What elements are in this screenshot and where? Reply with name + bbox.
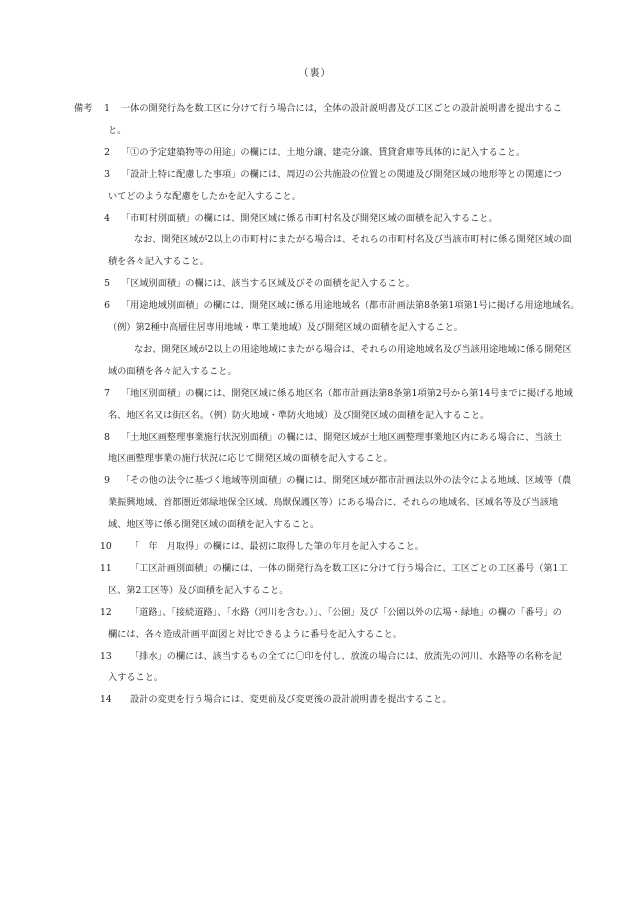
remark-text: 「①の予定建築物等の用途」の欄には、土地分譲、建売分譲、賃貸倉庫等具体的に記入すること。: [121, 146, 526, 158]
remark-text: 地区画整理事業の施行状況に応じて開発区域の面積を記入すること。: [108, 453, 393, 465]
remark-line: [0, 405, 630, 427]
remark-text: 「市町村別面積」の欄には、開発区域に係る市町村名及び開発区域の面積を記入すること。: [121, 212, 498, 224]
remark-text: 「その他の法令に基づく地域等別面積」の欄には、開発区域が都市計画法以外の法令による地域、区域等（農: [121, 475, 572, 487]
remark-text: 名、地区名又は街区名。（例）防火地域・準防火地域）及び開発区域の面積を記入すること。: [108, 409, 490, 421]
remark-number: 9: [104, 475, 110, 487]
remark-line: [0, 317, 630, 339]
remark-text: 「土地区画整理事業施行状況別面積」の欄には、開発区域が土地区画整理事業地区内にある場合に、当該土: [121, 431, 562, 443]
remark-line: [0, 470, 630, 492]
remark-number: 8: [104, 431, 110, 443]
remark-number: 12: [100, 606, 112, 618]
remark-number: 10: [100, 541, 112, 552]
remark-line: [0, 273, 630, 295]
remark-text: （例）第2種中高層住居専用地域・準工業地域）及び開発区域の面積を記入すること。: [108, 322, 463, 333]
remark-text: 設計の変更を行う場合には、変更前及び変更後の設計説明書を提出すること。: [130, 694, 452, 706]
remark-text: いてどのような配慮をしたかを記入すること。: [108, 190, 301, 202]
remark-line: [0, 689, 630, 711]
remark-line: [0, 120, 630, 142]
remark-text: 「区域別面積」の欄には、該当する区域及びその面積を記入すること。: [121, 278, 415, 290]
remark-text: 域の面積を各々記入すること。: [108, 365, 237, 377]
remark-text: 「工区計画別面積」の欄には、一体の開発行為を数工区に分けて行う場合に、工区ごとの工区番号（第1工: [130, 562, 568, 574]
remark-number: 13: [100, 650, 112, 662]
remark-text: なお、開発区域が2以上の用途地域にまたがる場合は、それらの用途地域名及び当該用途地域に係る開発区: [134, 343, 572, 355]
remark-text: 「地区別面積」の欄には、開発区域に係る地区名（都市計画法第8条第1項第2号から第14号までに掲げる地域: [121, 387, 573, 399]
remark-text: 「設計上特に配慮した事項」の欄には、周辺の公共施設の位置との関連及び開発区域の地形等との関連につ: [121, 168, 562, 180]
page-side-label: （裏）: [298, 68, 332, 79]
remark-line: [0, 624, 630, 646]
remark-line: [0, 98, 630, 120]
remark-line: [0, 229, 630, 251]
remark-line: [0, 514, 630, 536]
remark-line: [0, 361, 630, 383]
remark-text: 区、第2工区等）及び面積を記入すること。: [108, 584, 289, 596]
remark-text: 域、地区等に係る開発区域の面積を記入すること。: [108, 519, 320, 531]
remark-number: 14: [100, 694, 112, 706]
remark-line: [0, 558, 630, 580]
remark-line: [0, 186, 630, 208]
remark-number: 2: [104, 146, 110, 158]
remark-number: 4: [104, 212, 110, 224]
remark-number: 3: [104, 168, 110, 180]
remark-line: [0, 251, 630, 273]
remark-number: 7: [104, 387, 110, 399]
remark-line: [0, 646, 630, 668]
remark-text: 業振興地域、首都圏近郊緑地保全区域、鳥獣保護区等）にある場合に、それらの地域名、区域名等及び当該地: [108, 497, 559, 509]
remark-number: 1: [104, 103, 110, 114]
remark-line: [0, 536, 630, 558]
remark-line: [0, 208, 630, 230]
remark-line: [0, 383, 630, 405]
remark-line: [0, 492, 630, 514]
remark-line: [0, 580, 630, 602]
remark-line: [0, 427, 630, 449]
remark-text: 「 年 月取得」の欄には、最初に取得した筆の年月を記入すること。: [130, 541, 424, 552]
remark-line: [0, 602, 630, 624]
remark-line: [0, 142, 630, 164]
remark-text: 積を各々記入すること。: [108, 256, 210, 268]
remark-text: 「道路」、「接続道路」、「水路（河川を含む。）」、「公園」及び「公園以外の広場・緑地」の欄の「番号」の: [130, 606, 562, 618]
remark-text: なお、開発区域が2以上の市町村にまたがる場合は、それらの市町村名及び当該市町村に係る開発区域の面: [134, 234, 572, 246]
remark-line: [0, 667, 630, 689]
remark-line: [0, 164, 630, 186]
remark-number: 11: [100, 562, 112, 574]
remark-number: 5: [104, 278, 110, 290]
remarks-label: 備考: [74, 103, 93, 114]
remark-text: 入すること。: [108, 672, 164, 684]
remark-text: と。: [108, 124, 127, 136]
remark-text: 欄には、各々造成計画平面図と対比できるように番号を記入すること。: [108, 628, 402, 640]
remark-line: [0, 295, 630, 317]
remark-line: [0, 339, 630, 361]
remark-text: 一体の開発行為を数工区に分けて行う場合には，全体の設計説明書及び工区ごとの設計説明書を提出するこ: [121, 103, 562, 114]
remark-text: 「排水」の欄には、該当するもの全てに〇印を付し、放流の場合には、放流先の河川、水路等の名称を記: [130, 650, 562, 662]
remark-number: 6: [104, 300, 110, 312]
remark-line: [0, 448, 630, 470]
remark-text: 「用途地域別面積」の欄には、開発区域に係る用途地域名（都市計画法第8条第1項第1号に掲げる用途地域名。: [121, 300, 580, 312]
